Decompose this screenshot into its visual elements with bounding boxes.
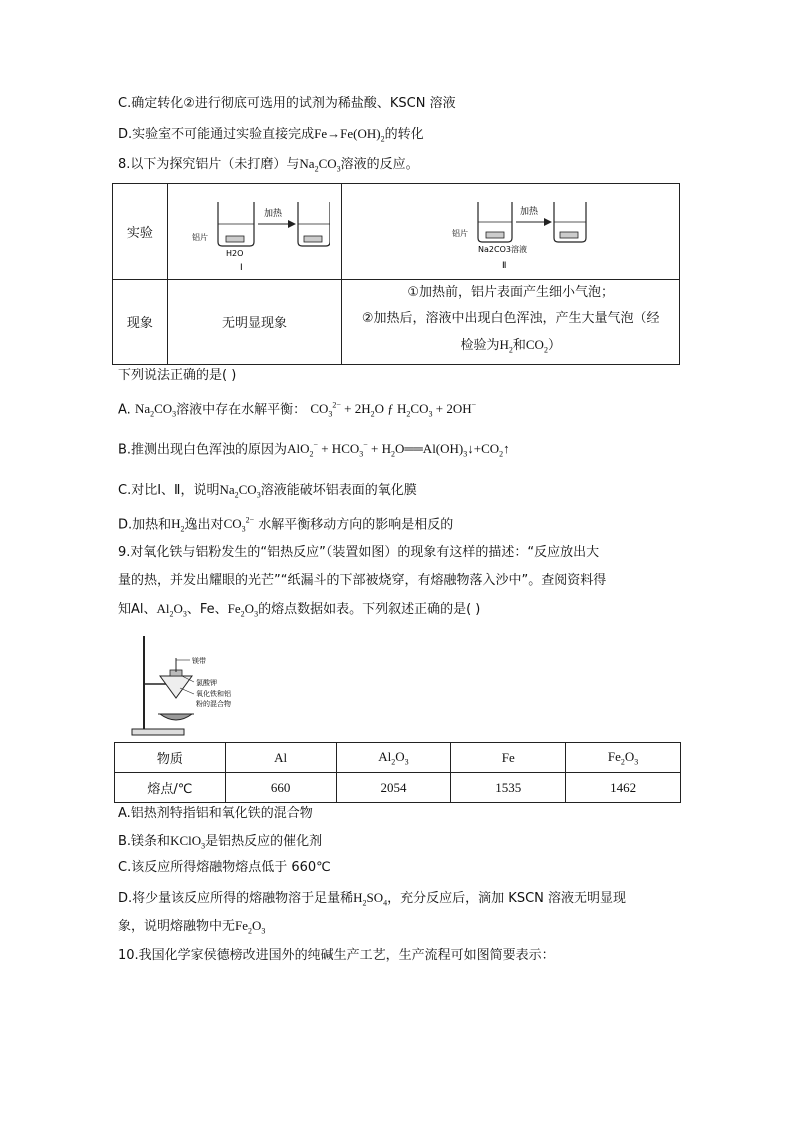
al-label-2: 铝片 [451, 228, 468, 238]
q9-line-1: 9.对氧化铁与铝粉发生的“铝热反应”（装置如图）的现象有这样的描述：“反应放出大 [118, 545, 600, 560]
row-label-phenomenon: 现象 [113, 280, 168, 365]
q9-option-d-cont: 象，说明熔融物中无$Fe_2O_3$ [118, 918, 266, 936]
q8-option-c: C.对比Ⅰ、Ⅱ，说明$Na_2CO_3$溶液能破坏铝表面的氧化膜 [118, 482, 417, 500]
cell-al: 660 [225, 773, 336, 803]
cell-fe2o3: 1462 [566, 773, 681, 803]
header-al2o3: $Al_2O_3$ [336, 743, 451, 773]
question-8-prompt: 下列说法正确的是( ) [118, 368, 237, 383]
option-c-prev: C.确定转化②进行彻底可选用的试剂为稀盐酸、KSCN 溶液 [118, 96, 456, 111]
question-8-stem: 8.以下为探究铝片（未打磨）与$Na_2CO_3$溶液的反应。 [118, 156, 419, 174]
option-d-prev: D.实验室不可能通过实验直接完成$Fe\to Fe(OH)_2$的转化 [118, 126, 424, 144]
q9-line-3: 知Al、$Al_2O_3$、Fe、$Fe_2O_3$的熔点数据如表。下列叙述正确的是( ) [118, 601, 481, 619]
svg-text:氧化铁和铝: 氧化铁和铝 [196, 690, 231, 698]
cell-fe: 1535 [451, 773, 566, 803]
water-label: H2O [225, 248, 243, 258]
question-10-stem: 10.我国化学家侯德榜改进国外的纯碱生产工艺，生产流程可如图简要表示： [118, 948, 555, 963]
svg-text:氯酸钾: 氯酸钾 [196, 679, 217, 687]
svg-text:粉的混合物: 粉的混合物 [196, 700, 231, 708]
thermite-apparatus-figure [130, 632, 250, 738]
melting-point-table [114, 742, 681, 803]
q8-option-b: B.推测出现白色浑浊的原因为$AlO_2^- + HCO_3^-$ + $H_2O══Al(OH)_3↓+CO_2↑$ [118, 441, 510, 459]
experiment-1-diagram [167, 184, 342, 280]
header-fe2o3: $Fe_2O_3$ [566, 743, 681, 773]
cell-al2o3: 2054 [336, 773, 451, 803]
heat-label-2: 加热 [519, 206, 538, 217]
observation-1: 无明显现象 [167, 280, 342, 365]
roman-1: Ⅰ [239, 262, 243, 272]
q8-option-a: A. $Na_2CO_3$溶液中存在水解平衡： $CO_3^{2-} + 2H_2O$ ƒ $H_2CO_3 + 2OH^-$ [118, 401, 477, 419]
row-label-melting-point: 熔点/℃ [115, 773, 226, 803]
q9-option-c: C.该反应所得熔融物熔点低于 660℃ [118, 860, 331, 875]
q9-line-2: 量的热，并发出耀眼的光芒”“纸漏斗的下部被烧穿，有熔融物落入沙中”。查阅资料得 [118, 573, 607, 588]
q9-option-a: A.铝热剂特指铝和氧化铁的混合物 [118, 806, 313, 821]
q8-option-d: D.加热和$H_2$逸出对$CO_3^{2-}$ 水解平衡移动方向的影响是相反的 [118, 516, 454, 534]
q9-option-b: B.镁条和KClO$_3$是铝热反应的催化剂 [118, 833, 323, 851]
header-fe: Fe [451, 743, 566, 773]
experiment-2-diagram [342, 184, 680, 280]
experiment-table [112, 183, 680, 365]
al-label: 铝片 [191, 232, 208, 242]
na2co3-label: Na2CO3溶液 [477, 244, 527, 254]
q9-option-d: D.将少量该反应所得的熔融物溶于足量稀$H_2SO_4$，充分反应后，滴加 KSCN 溶液无明显现 [118, 890, 627, 908]
observation-2: ①加热前，铝片表面产生细小气泡； ②加热后，溶液中出现白色浑浊，产生大量气泡（经 检验为$H_2$和$CO_2$） [342, 280, 680, 365]
row-label-experiment: 实验 [113, 184, 168, 280]
header-substance: 物质 [115, 743, 226, 773]
roman-2: Ⅱ [501, 260, 507, 271]
header-al: Al [225, 743, 336, 773]
heat-label: 加热 [263, 208, 282, 219]
svg-text:镁带: 镁带 [192, 657, 206, 665]
